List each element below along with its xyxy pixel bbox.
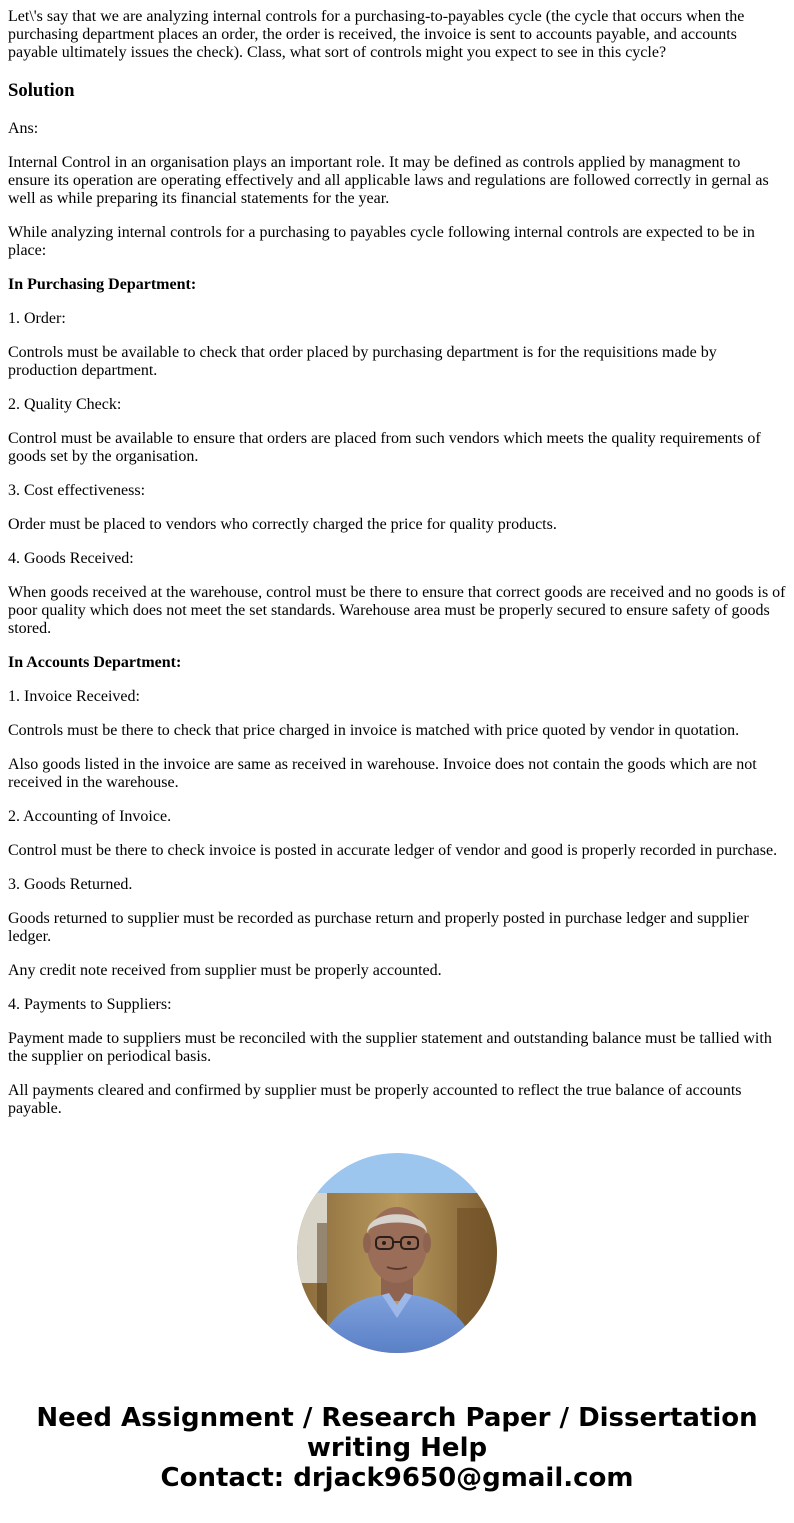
footer-contact: Contact: drjack9650@gmail.com xyxy=(160,1463,634,1493)
footer-line: writing Help xyxy=(306,1433,488,1463)
answer-label: Ans: xyxy=(8,120,39,137)
person-portrait-icon xyxy=(297,1153,497,1353)
control-item-text: Control must be available to ensure that orders are placed from such vendors which meets the quality requirements of goods set by the organisation. xyxy=(8,430,761,465)
footer-line: Need Assignment / Research Paper / Dissertation xyxy=(36,1403,758,1433)
question-text: Let\'s say that we are analyzing internal controls for a purchasing-to-payables cycle (the cycle that occurs when the purchasing department places an order, the order is received, the invoice is sent to accounts payable, and accounts payable ultimately issues the check). Class, what sort of controls might you expect to see in this cycle? xyxy=(8,8,745,61)
control-item-title: 2. Quality Check: xyxy=(8,396,122,413)
control-item-title: 1. Invoice Received: xyxy=(8,688,140,705)
control-item-title: 4. Goods Received: xyxy=(8,550,134,567)
control-item-title: 1. Order: xyxy=(8,310,66,327)
control-item-text: Order must be placed to vendors who correctly charged the price for quality products. xyxy=(8,516,557,533)
control-item-text: Payment made to suppliers must be reconciled with the supplier statement and outstanding balance must be tallied with the supplier on periodical basis. xyxy=(8,1030,772,1065)
control-item-text: Also goods listed in the invoice are same as received in warehouse. Invoice does not contain the goods which are not received in the warehouse. xyxy=(8,756,757,791)
control-item-title: 4. Payments to Suppliers: xyxy=(8,996,172,1013)
footer-banner xyxy=(0,1403,794,1493)
control-item-text: Any credit note received from supplier must be properly accounted. xyxy=(8,962,442,979)
intro-paragraph: Internal Control in an organisation plays an important role. It may be defined as controls applied by managment to ensure its operation are operating effectively and all applicable laws and regulations are followed correctly in gernal as well as while preparing its financial statements for the year. xyxy=(8,154,769,207)
control-item-title: 2. Accounting of Invoice. xyxy=(8,808,172,825)
control-item-title: 3. Goods Returned. xyxy=(8,876,133,893)
section-heading-purchasing: In Purchasing Department: xyxy=(8,276,197,293)
control-item-text: All payments cleared and confirmed by supplier must be properly accounted to reflect the true balance of accounts payable. xyxy=(8,1082,742,1117)
control-item-text: Control must be there to check invoice is posted in accurate ledger of vendor and good is properly recorded in purchase. xyxy=(8,842,778,859)
avatar xyxy=(297,1153,497,1353)
solution-heading: Solution xyxy=(8,80,75,101)
control-item-text: When goods received at the warehouse, control must be there to ensure that correct goods are received and no goods is of poor quality which does not meet the set standards. Warehouse area must be properly secured to ensure safety of goods stored. xyxy=(8,584,786,637)
section-heading-accounts: In Accounts Department: xyxy=(8,654,182,671)
control-item-text: Controls must be available to check that order placed by purchasing department is for the requisitions made by production department. xyxy=(8,344,717,379)
intro-paragraph: While analyzing internal controls for a purchasing to payables cycle following internal controls are expected to be in place: xyxy=(8,224,755,259)
control-item-text: Controls must be there to check that price charged in invoice is matched with price quoted by vendor in quotation. xyxy=(8,722,740,739)
control-item-title: 3. Cost effectiveness: xyxy=(8,482,146,499)
control-item-text: Goods returned to supplier must be recorded as purchase return and properly posted in purchase ledger and supplier ledger. xyxy=(8,910,749,945)
